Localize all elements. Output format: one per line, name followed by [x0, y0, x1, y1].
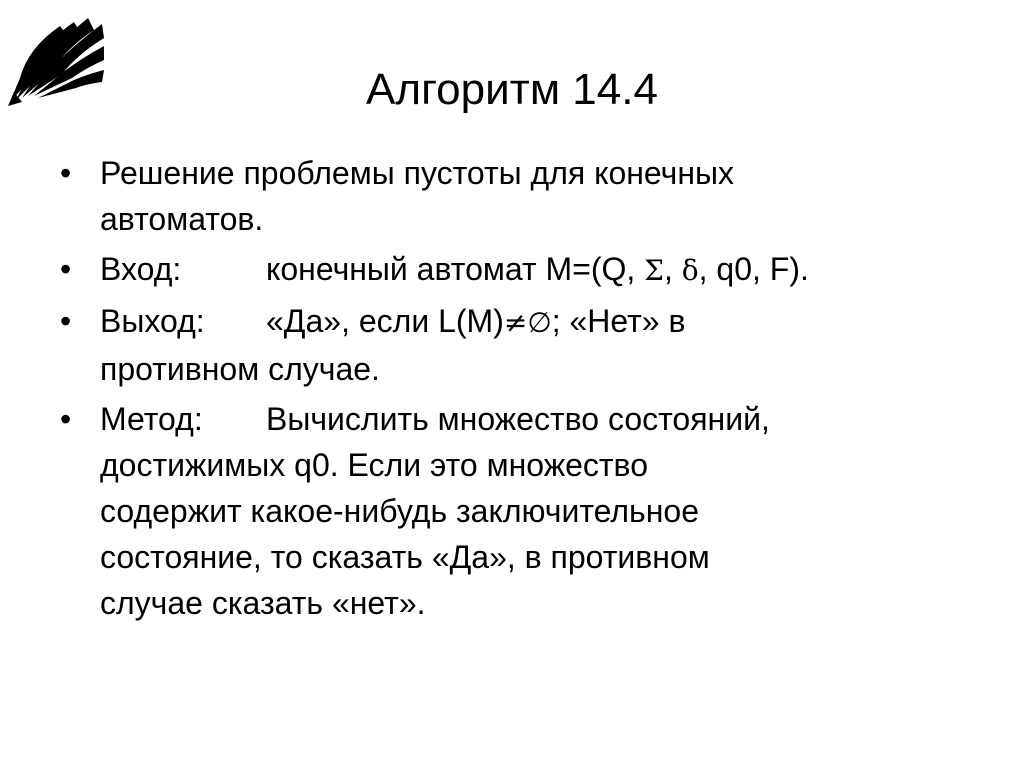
- output-label: Выход:: [100, 303, 205, 339]
- input-text: конечный автомат M=(Q,: [266, 251, 645, 287]
- method-text-line: содержит какое-нибудь заключительное: [100, 493, 699, 529]
- method-text-line: достижимых q0. Если это множество: [100, 447, 648, 483]
- method-text-line: случае сказать «нет».: [100, 585, 426, 621]
- bullet-item-method: [60, 396, 990, 626]
- bullet-item-problem: [60, 150, 990, 242]
- output-text-end: ; «Нет» в: [551, 303, 686, 339]
- output-text-line2: противном случае.: [100, 351, 380, 387]
- bullet-item-output: [60, 298, 990, 392]
- input-text-end: , q0, F).: [698, 251, 809, 287]
- empty-set-symbol: ∅: [527, 306, 552, 339]
- method-label: Метод:: [100, 401, 203, 437]
- bullet-dot: •: [60, 401, 72, 437]
- sigma-symbol: Σ: [644, 254, 664, 287]
- method-text-line: Вычислить множество состояний,: [266, 401, 770, 437]
- bullet-dot: •: [60, 155, 72, 191]
- bullet-dot: •: [60, 303, 72, 339]
- bullet-text-line: автоматов.: [100, 201, 264, 237]
- output-text: «Да», если L(M): [266, 303, 504, 339]
- input-label: Вход:: [100, 251, 182, 287]
- bullet-item-input: [60, 246, 990, 294]
- delta-symbol: δ: [681, 254, 699, 287]
- bullet-list: [60, 150, 990, 630]
- method-text-line: состояние, то сказать «Да», в противном: [100, 539, 710, 575]
- not-equal-symbol: ≠: [503, 306, 528, 339]
- input-separator: ,: [663, 251, 682, 287]
- slide-title: Алгоритм 14.4: [366, 65, 658, 114]
- bullet-text-line: Решение проблемы пустоты для конечных: [100, 155, 734, 191]
- bullet-dot: •: [60, 251, 72, 287]
